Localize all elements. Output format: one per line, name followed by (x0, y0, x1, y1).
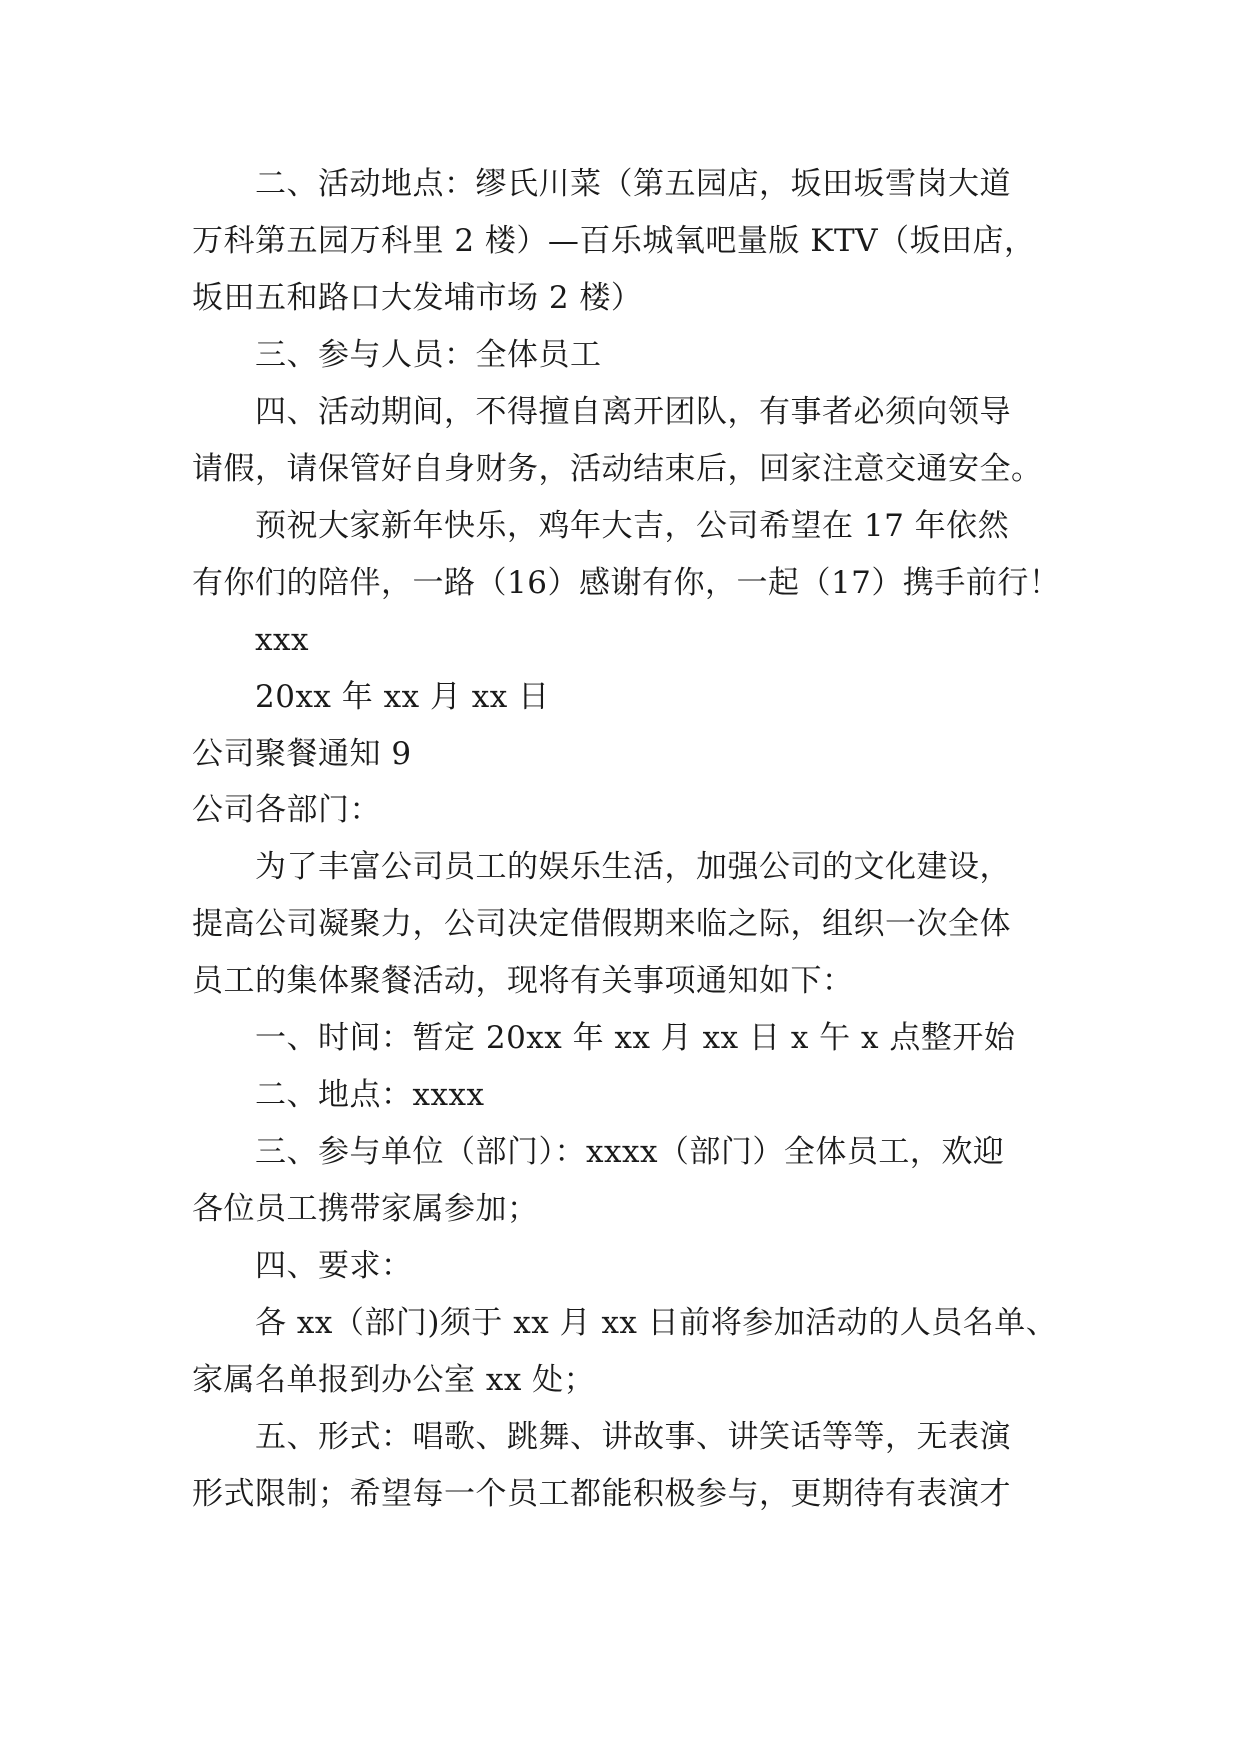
text-line: 万科第五园万科里 2 楼）—百乐城氧吧量版 KTV（坂田店， (192, 223, 1036, 259)
text-line: 一、时间：暂定 20xx 年 xx 月 xx 日 x 午 x 点整开始 (255, 1020, 1016, 1056)
text-line: 为了丰富公司员工的娱乐生活，加强公司的文化建设， (255, 849, 1011, 885)
text-line: 形式限制；希望每一个员工都能积极参与，更期待有表演才 (192, 1476, 1011, 1512)
text-line: 三、参与人员：全体员工 (255, 337, 602, 373)
text-line: 预祝大家新年快乐，鸡年大吉，公司希望在 17 年依然 (255, 508, 1010, 544)
text-line: 二、活动地点：缪氏川菜（第五园店，坂田坂雪岗大道 (255, 166, 1011, 202)
text-line: 二、地点：xxxx (255, 1077, 485, 1113)
text-line: 四、要求： (255, 1248, 413, 1284)
text-line: 有你们的陪伴，一路（16）感谢有你，一起（17）携手前行！ (192, 565, 1061, 601)
text-line: 员工的集体聚餐活动，现将有关事项通知如下： (192, 963, 854, 999)
text-line: 三、参与单位（部门）：xxxx（部门）全体员工，欢迎 (255, 1134, 1005, 1170)
text-line: 五、形式：唱歌、跳舞、讲故事、讲笑话等等，无表演 (255, 1419, 1011, 1455)
text-line: 请假，请保管好自身财务，活动结束后，回家注意交通安全。 (192, 451, 1043, 487)
section-title: 公司聚餐通知 9 (192, 736, 412, 772)
signature-line: xxx (255, 622, 309, 658)
text-line: 坂田五和路口大发埔市场 2 楼） (192, 280, 643, 316)
text-line: 各 xx（部门)须于 xx 月 xx 日前将参加活动的人员名单、 (255, 1305, 1058, 1341)
date-line: 20xx 年 xx 月 xx 日 (255, 679, 550, 715)
text-line: 提高公司凝聚力，公司决定借假期来临之际，组织一次全体 (192, 906, 1011, 942)
text-line: 各位员工携带家属参加； (192, 1191, 539, 1227)
text-line: 四、活动期间，不得擅自离开团队，有事者必须向领导 (255, 394, 1011, 430)
text-line: 家属名单报到办公室 xx 处； (192, 1362, 596, 1398)
salutation: 公司各部门： (192, 792, 381, 828)
